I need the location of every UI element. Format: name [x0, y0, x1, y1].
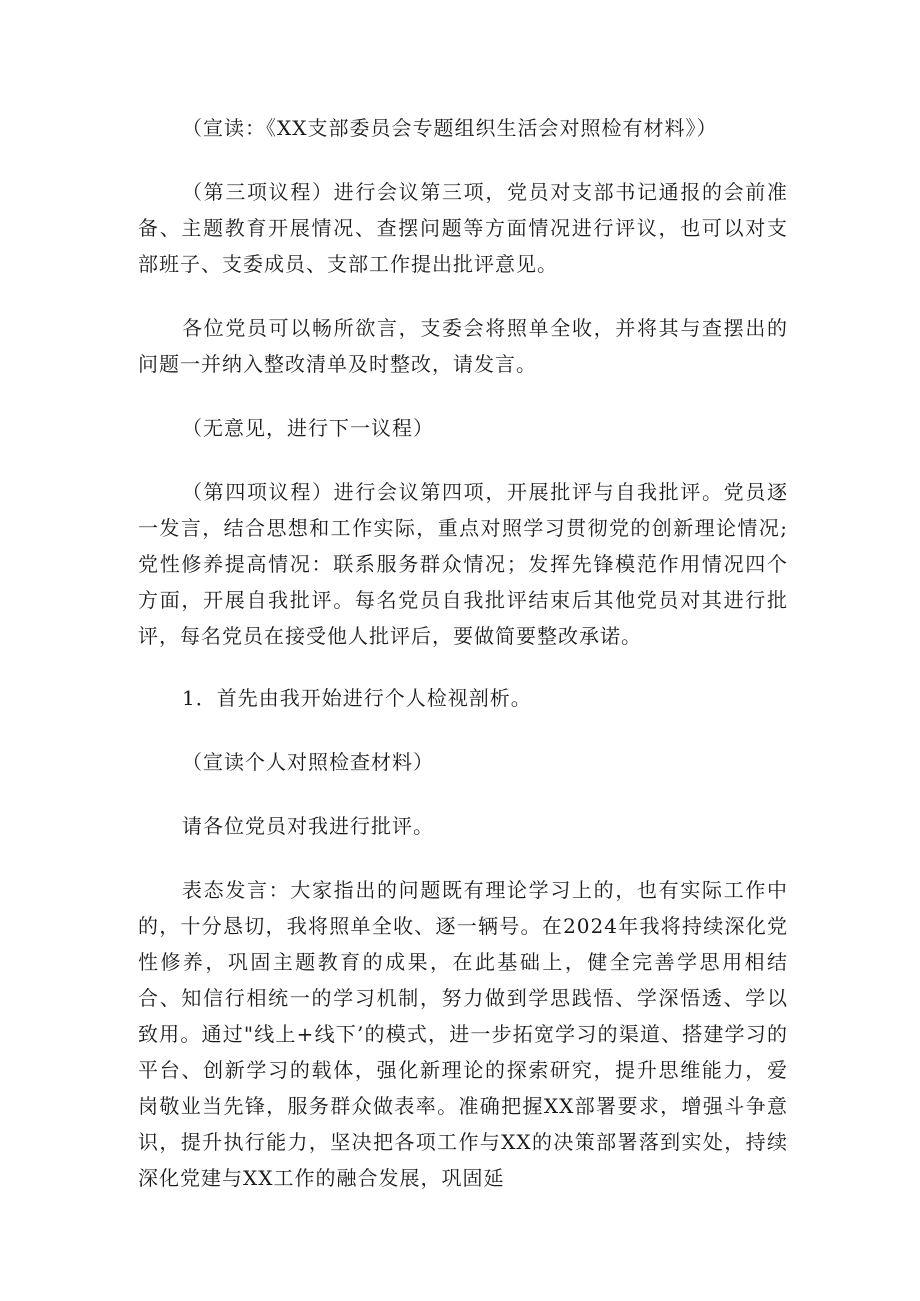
paragraph-request-criticism: 请各位党员对我进行批评。: [182, 814, 434, 838]
paragraph-invite-speech: 各位党员可以畅所欲言，支委会将照单全收，并将其与查摆出的问题一并纳入整改清单及时整改，请发言。: [138, 316, 788, 376]
paragraph-agenda-item-four: （第四项议程）进行会议第四项，开展批评与自我批评。党员逐一发言，结合思想和工作实际，重点对照学习贯彻党的创新理论情况;党性修养提高情况：联系服务群众情况；发挥先锋模范作用情况四个方面，开展自我批评。每名党员自我批评结束后其他党员对其进行批评，每名党员在接受他人批评后，要做简要整改承诺。: [138, 480, 788, 648]
paragraph-reading-personal-material: （宣读个人对照检查材料）: [182, 750, 434, 774]
paragraph-reading-material: （宣读：《XX支部委员会专题组织生活会对照检有材料》）: [182, 116, 718, 140]
paragraph-statement: 表态发言：大家指出的问题既有理论学习上的，也有实际工作中的，十分恳切，我将照单全收、逐一辆号。在2024年我将持续深化党性修养，巩固主题教育的成果，在此基础上，健全完善学思用相结合、知信行相统一的学习机制，努力做到学思践悟、学深悟透、学以致用。通过"线上+线下’的模式，进一步拓宽学习的渠道、搭建学习的平台、创新学习的载体，强化新理论的探索研究，提升思维能力，爱岗敬业当先锋，服务群众做表率。准确把握XX部署要求，增强斗争意识，提升执行能力，坚决把各项工作与XX的决策部署落到实处，持续深化党建与XX工作的融合发展，巩固延: [138, 878, 788, 1190]
paragraph-no-opinion: （无意见，进行下一议程）: [182, 416, 434, 440]
paragraph-self-analysis: 1．首先由我开始进行个人检视剖析。: [182, 686, 532, 710]
paragraph-agenda-item-three: （第三项议程）进行会议第三项，党员对支部书记通报的会前准备、主题教育开展情况、查摆问题等方面情况进行评议，也可以对支部班子、支委成员、支部工作提出批评意见。: [138, 180, 788, 276]
